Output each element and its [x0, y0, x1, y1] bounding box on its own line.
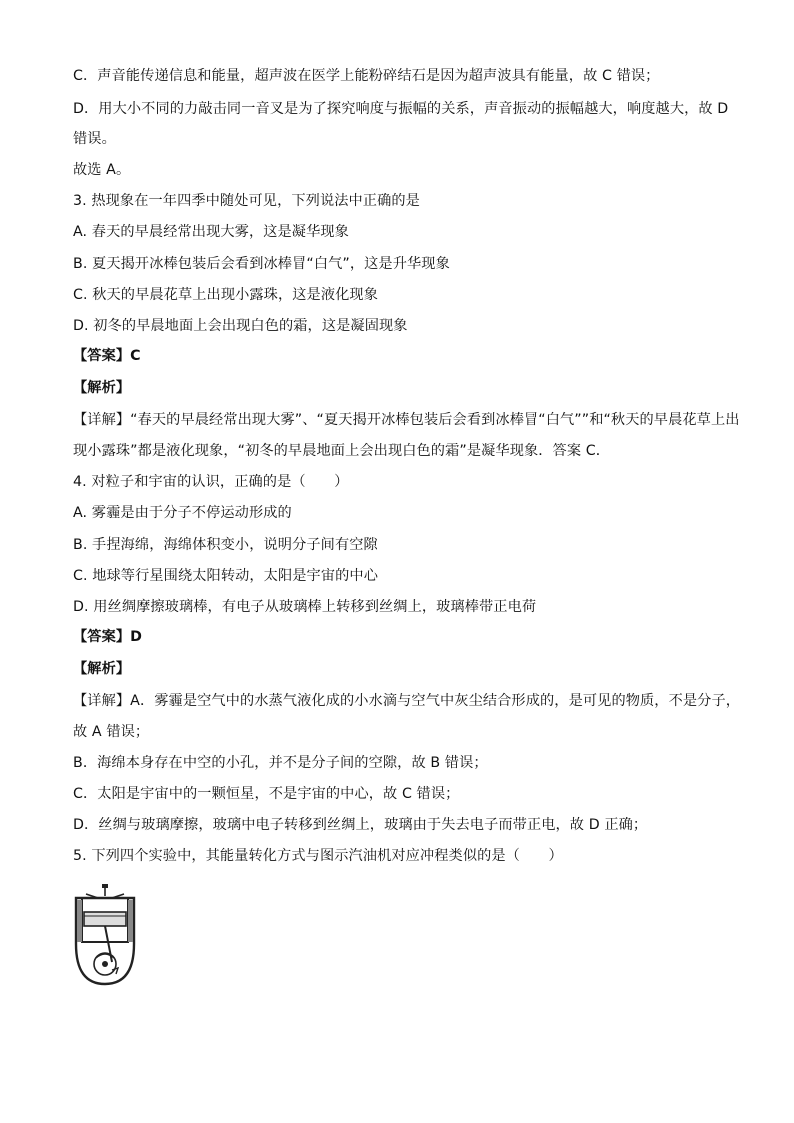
question-4-option-c: C. 地球等行星围绕太阳转动，太阳是宇宙的中心: [73, 568, 378, 584]
text-line-option-d-explain: D．用大小不同的力敲击同一音叉是为了探究响度与振幅的关系，声音振动的振幅越大，响度越大，故 D: [73, 101, 729, 117]
question-3-option-b: B. 夏天揭开冰棒包装后会看到冰棒冒“白气”，这是升华现象: [73, 256, 450, 272]
question-4-option-d: D. 用丝绸摩擦玻璃棒，有电子从玻璃棒上转移到丝绸上，玻璃棒带正电荷: [73, 599, 537, 615]
question-3-option-c: C. 秋天的早晨花草上出现小露珠，这是液化现象: [73, 287, 378, 303]
text-line-continued: 错误。: [73, 131, 116, 147]
question-3-detail-line-2: 现小露珠”都是液化现象，“初冬的早晨地面上会出现白色的霜”是凝华现象．答案 C．: [73, 443, 611, 459]
text-line-choose-a: 故选 A。: [73, 162, 131, 178]
question-3-detail-line-1: 【详解】“春天的早晨经常出现大雾”、“夏天揭开冰棒包装后会看到冰棒冒“白气””和“秋天的早晨花草上出: [73, 412, 740, 428]
question-4-stem: 4. 对粒子和宇宙的认识，正确的是（ ）: [73, 474, 349, 490]
question-3-stem: 3. 热现象在一年四季中随处可见，下列说法中正确的是: [73, 193, 420, 209]
question-3-answer: 【答案】C: [73, 348, 141, 364]
question-4-detail-line-2: 故 A 错误；: [73, 724, 150, 740]
question-3-analysis-label: 【解析】: [73, 380, 131, 396]
engine-cylinder-figure: [72, 884, 138, 988]
question-4-answer: 【答案】D: [73, 629, 143, 645]
question-4-detail-b: B．海绵本身存在中空的小孔，并不是分子间的空隙，故 B 错误；: [73, 755, 488, 771]
question-5-stem: 5. 下列四个实验中，其能量转化方式与图示汽油机对应冲程类似的是（ ）: [73, 848, 563, 864]
question-4-detail-line-1: 【详解】A．雾霾是空气中的水蒸气液化成的小水滴与空气中灰尘结合形成的，是可见的物质，不是分子，: [73, 693, 741, 709]
question-3-option-a: A. 春天的早晨经常出现大雾，这是凝华现象: [73, 224, 349, 240]
question-4-detail-c: C．太阳是宇宙中的一颗恒星，不是宇宙的中心，故 C 错误；: [73, 786, 460, 802]
question-4-option-a: A. 雾霾是由于分子不停运动形成的: [73, 505, 292, 521]
question-4-detail-d: D．丝绸与玻璃摩擦，玻璃中电子转移到丝绸上，玻璃由于失去电子而带正电，故 D 正确；: [73, 817, 648, 833]
text-line-option-c-explain: C．声音能传递信息和能量，超声波在医学上能粉碎结石是因为超声波具有能量，故 C 错误；: [73, 68, 660, 84]
question-4-option-b: B. 手捏海绵，海绵体积变小，说明分子间有空隙: [73, 537, 378, 553]
question-3-option-d: D. 初冬的早晨地面上会出现白色的霜，这是凝固现象: [73, 318, 408, 334]
question-4-analysis-label: 【解析】: [73, 661, 131, 677]
